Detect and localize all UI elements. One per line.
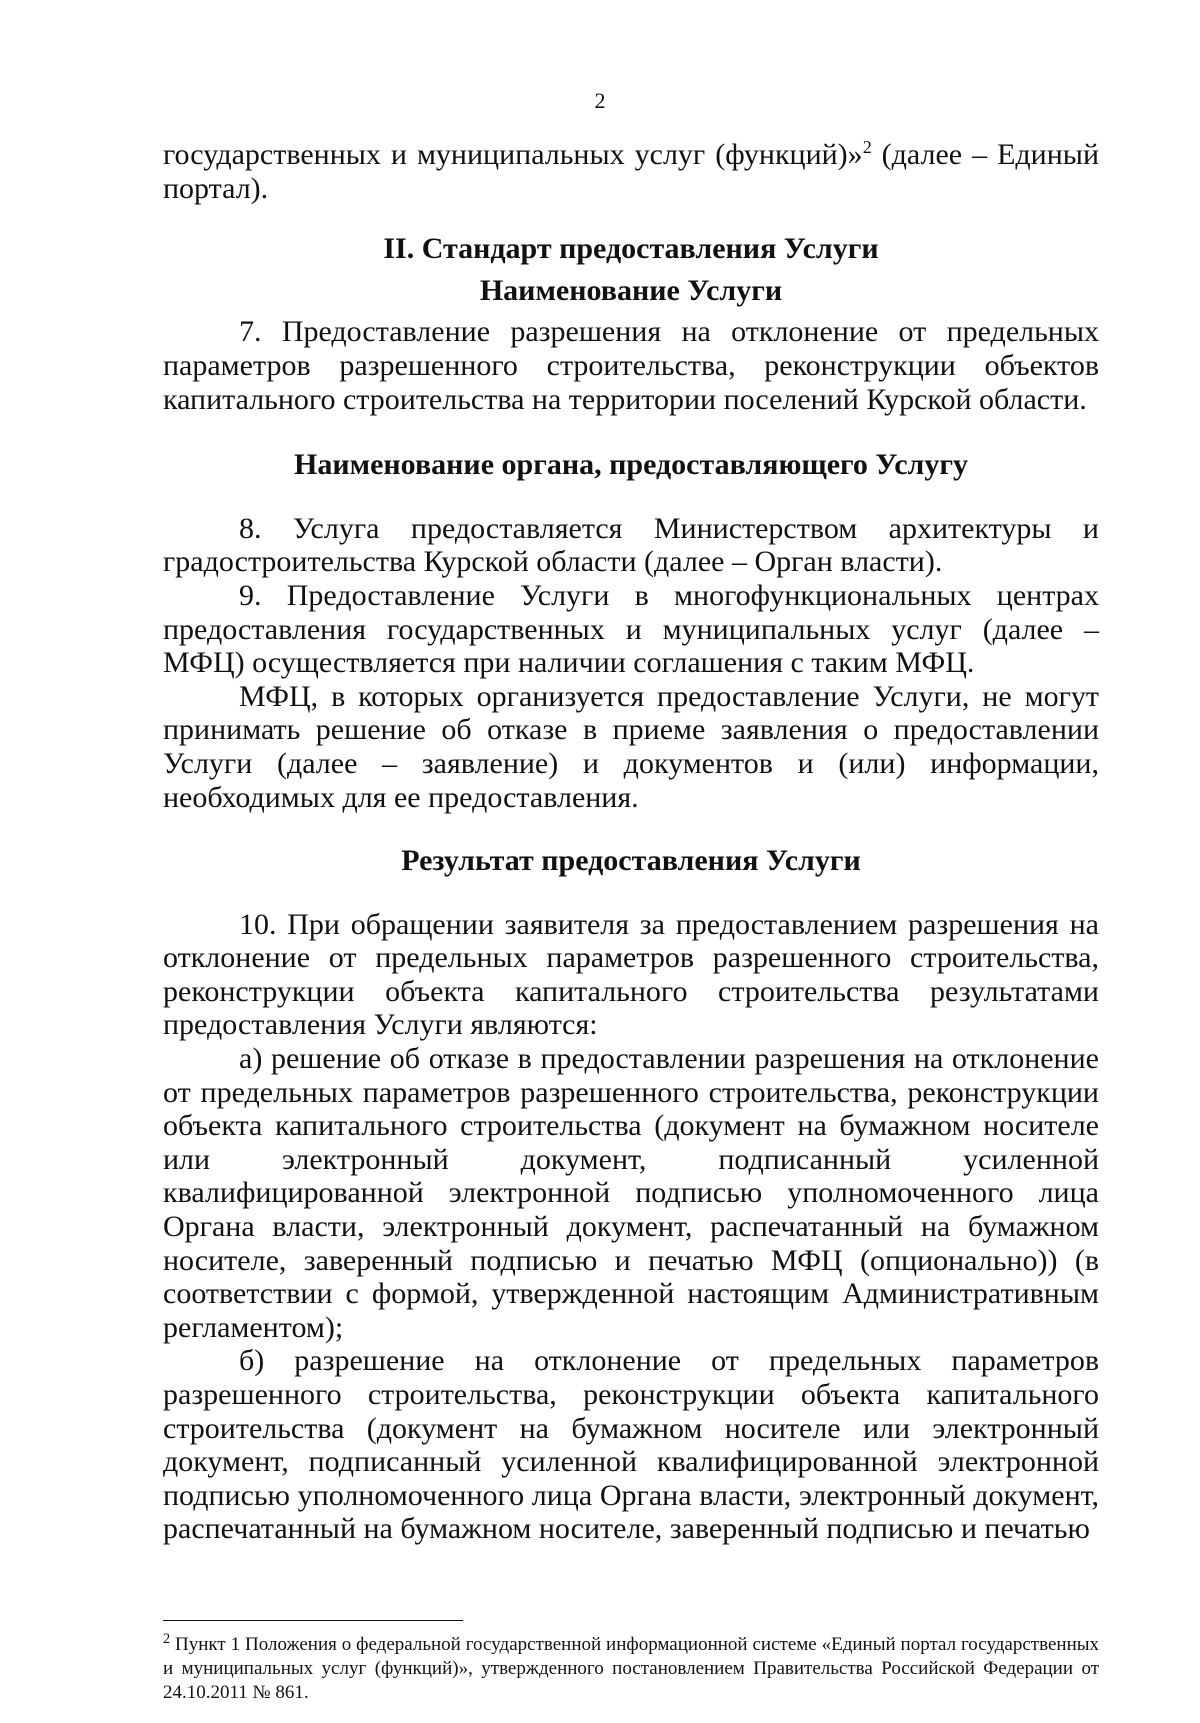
heading-authority: Наименование органа, предоставляющего Услугу (294, 448, 968, 482)
paragraph-10: 10. При обращении заявителя за предоставлением разрешения на отклонение от предельных параметров разрешенного строительства, реконструкции объекта капитального строительства результатами предоставления Услуги являются: (163, 907, 1099, 1042)
document-body (163, 138, 1099, 1546)
footnote-text: Пункт 1 Положения о федеральной государственной информационной системе «Единый портал государственных и муниципальных услуг (функций)», утвержденного постановлением Правительства Российской Федерации от 24.10.2011 № 861. (163, 1634, 1099, 1703)
paragraph-8: 8. Услуга предоставляется Министерством архитектуры и градостроительства Курской области (далее – Орган власти). (163, 511, 1099, 579)
footnote-reference[interactable]: 2 (862, 137, 872, 158)
footnote-divider (163, 1620, 463, 1621)
paragraph-10-b: б) разрешение на отклонение от предельных параметров разрешенного строительства, реконструкции объекта капитального строительства (документ на бумажном носителе или электронный документ, подписанный усиленной квалифицированной электронной подписью уполномоченного лица Органа власти, электронный документ, распечатанный на бумажном носителе, заверенный подписью и печатью (163, 1344, 1099, 1546)
paragraph-9: 9. Предоставление Услуги в многофункциональных центрах предоставления государственных и муниципальных услуг (далее – МФЦ) осуществляется при наличии соглашения с таким МФЦ. (163, 578, 1099, 680)
paragraph-9-mfc: МФЦ, в которых организуется предоставление Услуги, не могут принимать решение об отказе в приеме заявления о предоставлении Услуги (далее – заявление) и документов и (или) информации, необходимых для ее предоставления. (163, 679, 1099, 814)
continuation-text-end: (далее – Единый портал). (163, 138, 1099, 205)
section-title: II. Стандарт предоставления Услуги (383, 232, 879, 266)
continuation-text: государственных и муниципальных услуг (функций)» (163, 138, 863, 171)
footnote-marker: 2 (163, 1630, 171, 1647)
continuation-paragraph (163, 138, 1099, 205)
footnote (163, 1630, 1099, 1705)
paragraph-10-a: а) решение об отказе в предоставлении разрешения на отклонение от предельных параметров разрешенного строительства, реконструкции объекта капитального строительства (документ на бумажном носителе или электронный документ, подписанный усиленной квалифицированной электронной подписью уполномоченного лица Органа власти, электронный документ, распечатанный на бумажном носителе, заверенный подписью и печатью МФЦ (опционально)) (в соответствии с формой, утвержденной настоящим Административным регламентом); (163, 1042, 1099, 1344)
heading-service-name: Наименование Услуги (479, 273, 783, 307)
page-number: 2 (594, 88, 606, 113)
heading-result: Результат предоставления Услуги (401, 844, 861, 878)
paragraph-7: 7. Предоставление разрешения на отклонение от предельных параметров разрешенного строительства, реконструкции объектов капитального строительства на территории поселений Курской области. (163, 315, 1099, 416)
